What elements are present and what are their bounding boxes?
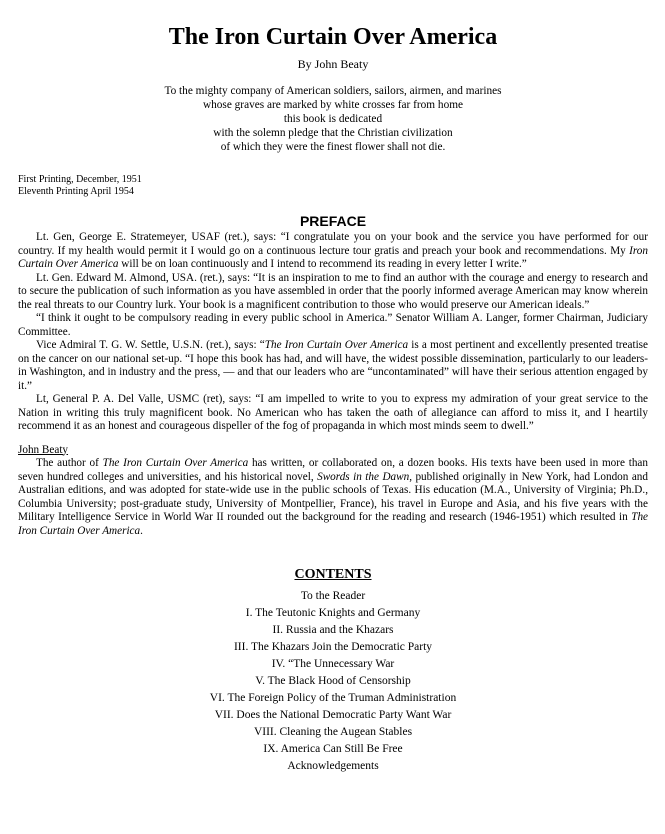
preface-del-valle: Lt, General P. A. Del Valle, USMC (ret), says: “I am impelled to write to you to express my admiration of your great service to the Nation in writing this truly magnificent book. No American who has taken the oath of allegiance can afford to miss it, and I heartily recommend it as an honest and courageous dispeller of the fog of propaganda in which most minds seem to dwell.”: [18, 393, 648, 432]
eleventh-printing: Eleventh Printing April 1954: [18, 186, 134, 197]
text-run: has written, or collaborated on, a dozen books. His texts have been used in more than seven hundred colleges and universities, and his historical novel,: [18, 457, 648, 483]
text-run: Vice Admiral T. G. W. Settle, U.S.N. (ret.), says: “: [36, 339, 265, 351]
contents-item: IV. “The Unnecessary War: [271, 658, 395, 670]
novel-title-italic: Swords in the Dawn: [317, 470, 410, 483]
text-run: .: [140, 524, 143, 537]
contents-heading: CONTENTS: [294, 567, 372, 582]
byline: By John Beaty: [297, 57, 369, 71]
preface-langer: “I think it ought to be compulsory reading in every public school in America.” Senator William A. Langer, former Chairman, Judiciary Committee.: [18, 312, 648, 338]
dedication-line: of which they were the finest flower shall not die.: [220, 141, 446, 153]
author-label: John Beaty: [18, 443, 69, 456]
contents-item: VII. Does the National Democratic Party Want War: [214, 709, 452, 721]
first-printing: First Printing, December, 1951: [18, 174, 142, 185]
dedication-line: with the solemn pledge that the Christian civilization: [213, 127, 453, 139]
contents-item: VI. The Foreign Policy of the Truman Administration: [209, 692, 457, 704]
text-run: will be on loan continuously and I intend to recommend its reading in every letter I write.”: [118, 258, 527, 270]
book-title-italic: The Iron Curtain Over America: [18, 511, 648, 537]
book-title: The Iron Curtain Over America: [168, 24, 498, 50]
text-run: The author of: [36, 457, 103, 469]
preface-almond: Lt. Gen. Edward M. Almond, USA. (ret.), says: “It is an inspiration to me to find an author with the courage and energy to research and to secure the publication of such information as you have assembled in order that the poorly informed average American may know wherein the real threats to our Country lurk. Your book is a magnificent contribution to those who would preserve our American ideals.”: [18, 271, 648, 311]
preface-heading: PREFACE: [299, 213, 367, 229]
text-run: is a most pertinent and excellently presented treatise on the cancer on our national set-up. “I hope this book has had, and will have, the widest possible dissemination, particularly to our leaders-in Washington, and in industry and the press, — and that our leaders who are “uncontaminated” will have their serious attention engaged by it.”: [18, 339, 649, 392]
dedication-line: this book is dedicated: [283, 113, 383, 125]
printing-history: [18, 174, 648, 198]
contents-item: To the Reader: [300, 590, 366, 602]
contents-item: II. Russia and the Khazars: [272, 624, 394, 636]
book-title-italic: Iron Curtain Over America: [18, 244, 648, 270]
book-title-italic: The Iron Curtain Over America: [264, 339, 409, 351]
contents-item: III. The Khazars Join the Democratic Party: [233, 641, 433, 653]
contents-item: V. The Black Hood of Censorship: [255, 675, 411, 687]
dedication-line: whose graves are marked by white crosses far from home: [202, 99, 464, 111]
dedication-line: To the mighty company of American soldiers, sailors, airmen, and marines: [164, 85, 502, 97]
author-bio: [18, 457, 648, 538]
dedication: [18, 84, 648, 154]
contents-item: I. The Teutonic Knights and Germany: [245, 607, 421, 619]
contents-item: IX. America Can Still Be Free: [263, 743, 403, 755]
preface-stratemeyer: [18, 231, 648, 272]
table-of-contents: [18, 588, 648, 775]
contents-item: VIII. Cleaning the Augean Stables: [253, 726, 413, 738]
text-run: Lt. Gen, George E. Stratemeyer, USAF (ret.), says: “I congratulate you on your book and the service you have performed for our country. If my health would permit it I would go on a continuous lecture tour gratis and preach your book and recommendations. My: [18, 231, 648, 257]
book-title-italic: The Iron Curtain Over America: [102, 457, 249, 469]
contents-item: Acknowledgements: [287, 760, 379, 772]
preface-settle: [18, 339, 648, 393]
text-run: , published originally in New York, had London and Australian editions, and was adopted for state-wide use in the public schools of Texas. His education (M.A., University of Virginia; Ph.D., Columbia University; post-graduate study, University of Montpellier, France), his travel in Europe and Asia, and his five years with the Military Intelligence Service in World War II rounded out the background for the reading and research (1946-1951) which resulted in: [18, 470, 648, 523]
